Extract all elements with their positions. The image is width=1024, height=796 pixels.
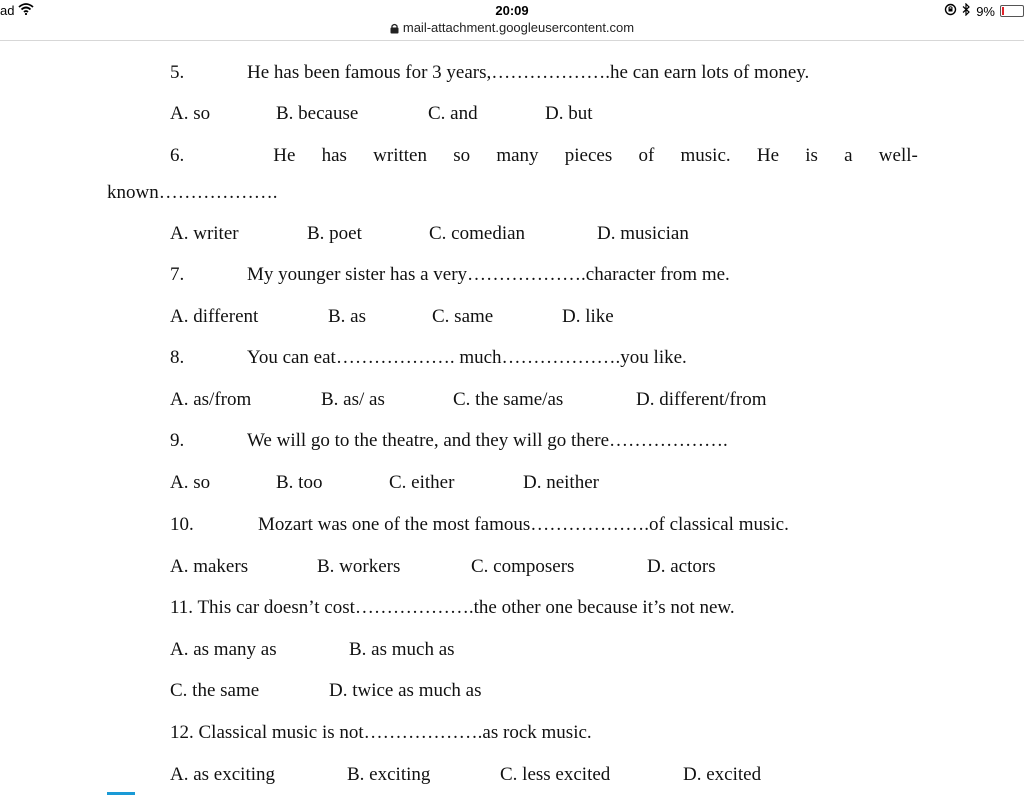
word: is <box>805 145 818 166</box>
option-b: B. poet <box>307 223 362 244</box>
option-a: A. different <box>170 306 259 327</box>
option-c: C. and <box>428 103 478 124</box>
option-b: B. as/ as <box>321 389 385 410</box>
option-a: A. writer <box>170 223 239 244</box>
word: written <box>373 145 427 166</box>
bluetooth-icon <box>962 3 971 19</box>
word: He <box>756 145 780 166</box>
rotation-lock-icon <box>944 3 957 19</box>
option-a: A. so <box>170 103 211 124</box>
question-number: 10. <box>170 514 194 535</box>
url-bar[interactable] <box>0 20 1024 40</box>
question-number: 8. <box>170 347 185 368</box>
option-d: D. musician <box>597 223 689 244</box>
word: music. <box>680 145 731 166</box>
question-number: 9. <box>170 430 185 451</box>
option-c: C. the same <box>170 680 260 701</box>
option-b: B. too <box>276 472 323 493</box>
battery-fill <box>1002 7 1004 15</box>
option-a: A. as exciting <box>170 764 276 785</box>
option-a: A. makers <box>170 556 249 577</box>
option-d: D. actors <box>647 556 716 577</box>
option-c: C. comedian <box>429 223 526 244</box>
option-a: A. as many as <box>170 639 277 660</box>
option-b: B. as <box>328 306 366 327</box>
url-text: mail-attachment.googleusercontent.com <box>402 20 635 35</box>
option-d: D. excited <box>683 764 762 785</box>
option-d: D. twice as much as <box>329 680 482 701</box>
option-c: C. either <box>389 472 455 493</box>
word: well- <box>878 145 918 166</box>
word: of <box>638 145 655 166</box>
status-bar <box>0 0 1024 20</box>
word: He <box>273 145 296 166</box>
option-d: D. but <box>545 103 593 124</box>
option-d: D. like <box>562 306 614 327</box>
word: has <box>321 145 347 166</box>
status-right <box>944 3 1024 19</box>
option-a: A. as/from <box>170 389 252 410</box>
question-number: 6. <box>170 145 185 166</box>
option-d: D. neither <box>523 472 599 493</box>
question-text: You can eat………………. much……………….you like. <box>247 347 687 368</box>
battery-percent: 9% <box>976 3 995 19</box>
question-continuation: known………………. <box>107 182 278 203</box>
question-text: 12. Classical music is not……………….as rock music. <box>170 722 592 743</box>
word: many <box>496 145 539 166</box>
option-b: B. as much as <box>349 639 455 660</box>
lock-icon <box>390 22 399 38</box>
option-c: C. the same/as <box>453 389 564 410</box>
clock: 20:09 <box>495 3 529 18</box>
question-number: 5. <box>170 62 185 83</box>
option-c: C. same <box>432 306 494 327</box>
question-text: He has been famous for 3 years,……………….he can earn lots of money. <box>247 62 810 83</box>
word: a <box>844 145 853 166</box>
question-text: My younger sister has a very……………….character from me. <box>247 264 730 285</box>
scroll-indicator <box>107 792 135 795</box>
option-a: A. so <box>170 472 211 493</box>
worksheet <box>0 41 1024 796</box>
question-text <box>170 144 918 168</box>
carrier-label: ad <box>0 3 15 18</box>
battery-icon <box>1000 5 1024 17</box>
word: pieces <box>564 145 613 166</box>
word: so <box>453 145 471 166</box>
option-c: C. less excited <box>500 764 611 785</box>
option-b: B. exciting <box>347 764 431 785</box>
option-b: B. workers <box>317 556 401 577</box>
option-b: B. because <box>276 103 359 124</box>
question-text: Mozart was one of the most famous……………….of classical music. <box>258 514 789 535</box>
option-d: D. different/from <box>636 389 767 410</box>
question-number: 7. <box>170 264 185 285</box>
question-text: 11. This car doesn’t cost……………….the other one because it’s not new. <box>170 597 735 618</box>
option-c: C. composers <box>471 556 575 577</box>
question-text: We will go to the theatre, and they will go there………………. <box>247 430 728 451</box>
